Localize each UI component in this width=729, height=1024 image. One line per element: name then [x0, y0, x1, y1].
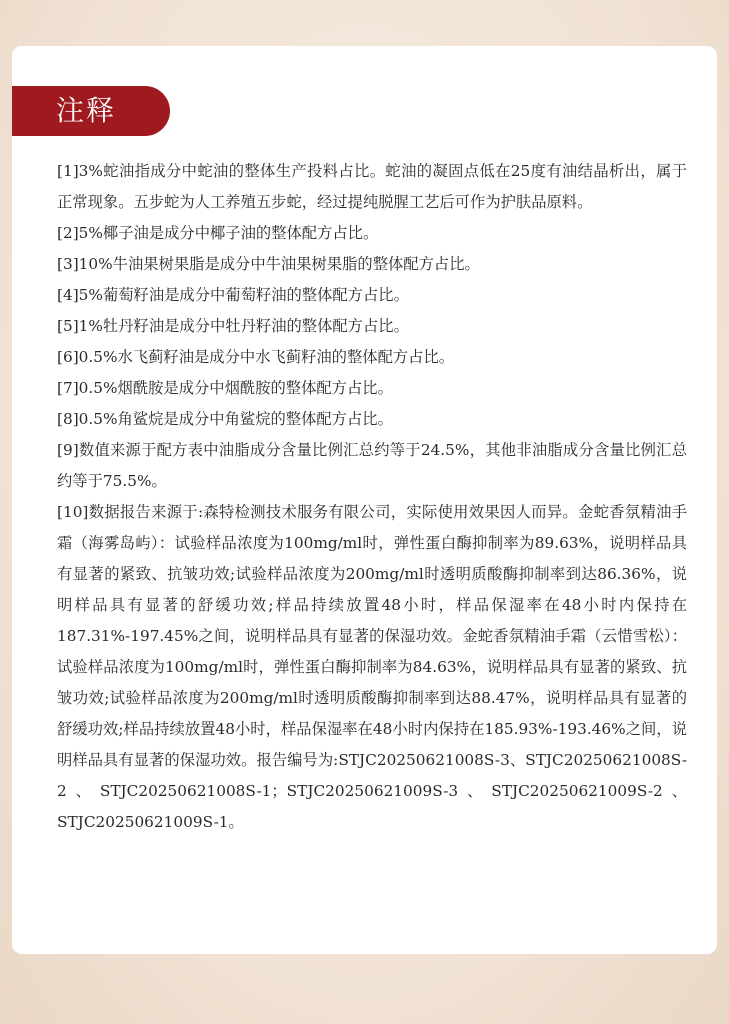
- note-item: [7]0.5%烟酰胺是成分中烟酰胺的整体配方占比。: [57, 379, 393, 397]
- note-item: [5]1%牡丹籽油是成分中牡丹籽油的整体配方占比。: [57, 317, 409, 335]
- note-item: [8]0.5%角鲨烷是成分中角鲨烷的整体配方占比。: [57, 410, 393, 428]
- note-item: [3]10%牛油果树果脂是成分中牛油果树果脂的整体配方占比。: [57, 255, 480, 273]
- notes-list: [57, 156, 687, 838]
- note-item: [9]数值来源于配方表中油脂成分含量比例汇总约等于24.5%，其他非油脂成分含量比例汇总约等于75.5%。: [57, 441, 687, 490]
- notes-card: [12, 46, 717, 954]
- section-title: 注释: [12, 86, 170, 136]
- note-item: [10]数据报告来源于:森特检测技术服务有限公司，实际使用效果因人而异。金蛇香氛精油手霜（海雾岛屿）：试验样品浓度为100mg/ml时，弹性蛋白酶抑制率为89.63%，说明样品具有显著的紧致、抗皱功效;试验样品浓度为200mg/ml时透明质酸酶抑制率到达86.36%，说明样品具有显著的舒缓功效;样品持续放置48小时，样品保湿率在48小时内保持在187.31%-197.45%之间，说明样品具有显著的保湿功效。金蛇香氛精油手霜（云惜雪松）：试验样品浓度为100mg/ml时，弹性蛋白酶抑制率为84.63%，说明样品具有显著的紧致、抗皱功效;试验样品浓度为200mg/ml时透明质酸酶抑制率到达88.47%，说明样品具有显著的舒缓功效;样品持续放置48小时，样品保湿率在48小时内保持在185.93%-193.46%之间，说明样品具有显著的保湿功效。报告编号为:STJC20250621008S-3、STJC20250621008S-2、STJC20250621008S-1；STJC20250621009S-3、STJC20250621009S-2、STJC20250621009S-1。: [57, 503, 687, 831]
- note-item: [4]5%葡萄籽油是成分中葡萄籽油的整体配方占比。: [57, 286, 409, 304]
- note-item: [1]3%蛇油指成分中蛇油的整体生产投料占比。蛇油的凝固点低在25度有油结晶析出，属于正常现象。五步蛇为人工养殖五步蛇，经过提纯脱腥工艺后可作为护肤品原料。: [57, 162, 687, 211]
- note-item: [2]5%椰子油是成分中椰子油的整体配方占比。: [57, 224, 379, 242]
- note-item: [6]0.5%水飞蓟籽油是成分中水飞蓟籽油的整体配方占比。: [57, 348, 455, 366]
